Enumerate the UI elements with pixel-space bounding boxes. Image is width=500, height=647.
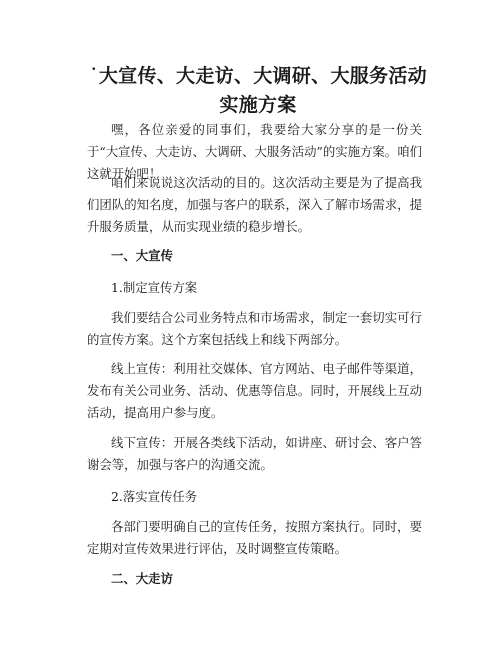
title-text: 大宣传、大走访、大调研、大服务活动实施方案 [98, 65, 427, 116]
tasks-paragraph: 各部门要明确自己的宣传任务，按照方案执行。同时，要定期对宣传效果进行评估，及时调整宣传策略。 [87, 519, 422, 556]
subheading-plan: 1.制定宣传方案 [111, 280, 198, 295]
intro-paragraph: 嘿，各位亲爱的同事们，我要给大家分享的是一份关于“大宣传、大走访、大调研、大服务活动”的实施方案。咱们这就开始吧！ [87, 122, 422, 181]
plan-paragraph: 我们要结合公司业务特点和市场需求，制定一套切实可行的宣传方案。这个方案包括线上和线下两部分。 [87, 310, 422, 347]
offline-publicity-paragraph: 线下宣传：开展各类线下活动，如讲座、研讨会、客户答谢会等，加强与客户的沟通交流。 [87, 435, 422, 472]
subheading-tasks: 2.落实宣传任务 [111, 489, 198, 504]
section-heading-visits: 二、大走访 [111, 571, 173, 586]
online-publicity-paragraph: 线上宣传：利用社交媒体、官方网站、电子邮件等渠道，发布有关公司业务、活动、优惠等信息。同时，开展线上互动活动，提高用户参与度。 [87, 361, 422, 420]
purpose-paragraph: 咱们来说说这次活动的目的。这次活动主要是为了提高我们团队的知名度，加强与客户的联系，深入了解市场需求，提升服务质量，从而实现业绩的稳步增长。 [87, 175, 422, 234]
title-marker: ˙ [89, 65, 99, 87]
section-heading-publicity: 一、大宣传 [111, 248, 173, 263]
document-title [88, 62, 428, 120]
